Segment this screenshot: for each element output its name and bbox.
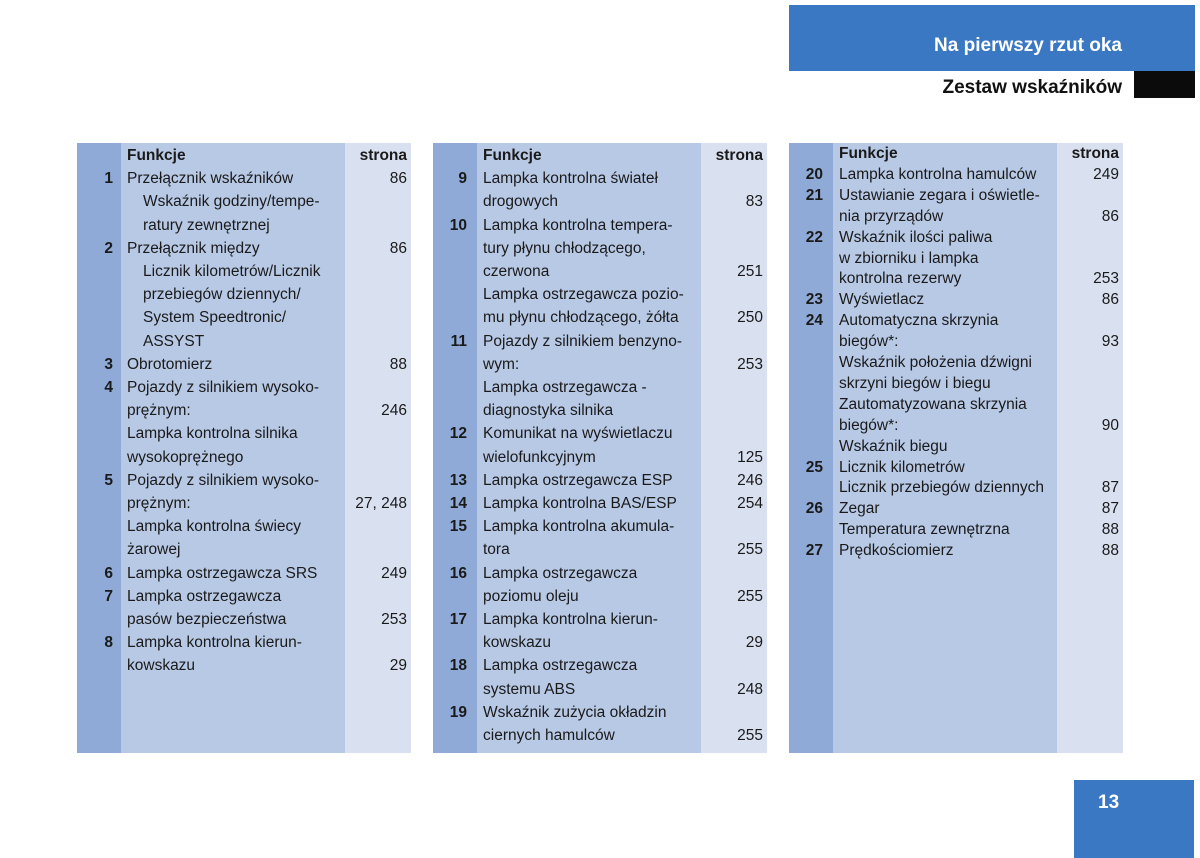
- item-description: Lampka kontrolna kierun-: [127, 634, 302, 652]
- rows-container: [433, 143, 767, 753]
- item-description: Wskaźnik ilości paliwa: [839, 228, 993, 246]
- table-row: [77, 492, 411, 515]
- item-number: 7: [104, 587, 113, 605]
- table-row: [789, 207, 1123, 228]
- table-row: [77, 538, 411, 561]
- item-description: Wskaźnik położenia dźwigni: [839, 354, 1032, 371]
- table-row: [433, 330, 767, 353]
- table-row: [789, 165, 1123, 186]
- table-row: [433, 654, 767, 677]
- item-description: Wyświetlacz: [839, 291, 925, 309]
- table-header-row: [789, 144, 1123, 165]
- table-row: [433, 399, 767, 422]
- table-row: [77, 167, 411, 190]
- item-description: wym:: [483, 355, 520, 373]
- item-description: Komunikat na wyświetlaczu: [483, 425, 673, 443]
- table-row: [433, 353, 767, 376]
- item-number: 8: [104, 634, 113, 652]
- table-row: [789, 374, 1123, 395]
- item-description: Lampka kontrolna kierun-: [483, 611, 658, 628]
- section-marker: [1134, 71, 1195, 98]
- table-row: [789, 269, 1123, 290]
- table-row: [789, 353, 1123, 374]
- item-description: mu płynu chłodzącego, żółta: [483, 309, 679, 327]
- item-description: Zegar: [839, 500, 880, 518]
- item-number: 23: [805, 291, 823, 309]
- table-row: [433, 492, 767, 515]
- item-page: 248: [737, 680, 763, 698]
- item-number: 2: [104, 239, 113, 257]
- table-row: [77, 306, 411, 329]
- item-description: Automatyczna skrzynia: [839, 312, 999, 330]
- table-row: [77, 330, 411, 353]
- table-row: [433, 190, 767, 213]
- item-description: Lampka ostrzegawcza -: [483, 379, 647, 396]
- item-description: Licznik kilometrów: [839, 458, 965, 476]
- item-page: 254: [737, 495, 763, 512]
- item-description: pasów bezpieczeństwa: [127, 611, 287, 628]
- table-header-row: [77, 144, 411, 167]
- item-description: kowskazu: [483, 634, 552, 652]
- item-page: 249: [1093, 165, 1119, 183]
- table-row: [789, 416, 1123, 437]
- table-row: [789, 186, 1123, 207]
- table-header-row: [433, 144, 767, 167]
- table-row: [433, 306, 767, 329]
- item-description: drogowych: [483, 193, 558, 211]
- item-page: 29: [389, 657, 407, 675]
- table-row: [77, 214, 411, 237]
- table-row: [789, 249, 1123, 270]
- table-row: [789, 437, 1123, 458]
- table-row: [789, 332, 1123, 353]
- table-row: [433, 376, 767, 399]
- table-row: [433, 585, 767, 608]
- table-row: [433, 515, 767, 538]
- table-row: [433, 538, 767, 561]
- item-description: prężnym:: [127, 495, 191, 512]
- item-page: 255: [737, 727, 763, 744]
- item-description: Lampka kontrolna tempera-: [483, 216, 673, 234]
- item-page: 88: [1101, 542, 1119, 560]
- page-number: 13: [1074, 780, 1194, 858]
- item-description: Lampka ostrzegawcza ESP: [483, 471, 673, 489]
- item-page: 83: [745, 193, 763, 211]
- item-number: 19: [449, 703, 467, 721]
- item-page: 29: [745, 634, 763, 652]
- item-page: 88: [1101, 521, 1119, 539]
- header-functions: Funkcje: [839, 145, 898, 162]
- item-page: 86: [1101, 291, 1119, 309]
- table-row: [433, 237, 767, 260]
- item-number: 14: [449, 495, 467, 512]
- item-description: Zautomatyzowana skrzynia: [839, 395, 1027, 413]
- item-description: Wskaźnik godziny/tempe-: [143, 193, 320, 211]
- item-description: Lampka ostrzegawcza: [483, 657, 638, 675]
- section-title: Zestaw wskaźników: [942, 77, 1122, 98]
- table-row: [433, 701, 767, 724]
- table-row: [433, 724, 767, 747]
- item-description: Pojazdy z silnikiem benzyno-: [483, 332, 683, 350]
- item-page: 125: [737, 448, 763, 466]
- item-number: 26: [805, 500, 823, 518]
- item-description: Przełącznik wskaźników: [127, 170, 294, 188]
- item-description: Lampka kontrolna silnika: [127, 425, 298, 443]
- table-row: [433, 283, 767, 306]
- item-description: Lampka ostrzegawcza pozio-: [483, 286, 684, 304]
- table-row: [77, 631, 411, 654]
- header-functions: Funkcje: [483, 147, 542, 164]
- table-row: [433, 562, 767, 585]
- chapter-title: Na pierwszy rzut oka: [934, 35, 1122, 56]
- item-page: 253: [737, 355, 763, 373]
- item-description: Pojazdy z silnikiem wysoko-: [127, 471, 320, 489]
- item-description: Lampka ostrzegawcza SRS: [127, 564, 318, 582]
- table-column-2: [433, 143, 767, 753]
- rows-container: [77, 143, 411, 753]
- item-number: 20: [805, 165, 823, 183]
- item-description: biegów*:: [839, 333, 899, 351]
- header-page: strona: [1071, 145, 1119, 162]
- item-description: Lampka kontrolna BAS/ESP: [483, 495, 677, 512]
- item-number: 9: [458, 170, 467, 188]
- table-row: [789, 541, 1123, 562]
- item-page: 249: [381, 564, 407, 582]
- table-row: [77, 237, 411, 260]
- item-page: 251: [737, 263, 763, 280]
- table-row: [77, 654, 411, 677]
- item-number: 25: [805, 458, 823, 476]
- table-row: [77, 399, 411, 422]
- table-row: [77, 190, 411, 213]
- table-row: [789, 520, 1123, 541]
- item-description: Lampka ostrzegawcza: [127, 587, 282, 605]
- table-row: [433, 214, 767, 237]
- table-row: [789, 499, 1123, 520]
- item-description: tora: [483, 541, 510, 559]
- item-description: poziomu oleju: [483, 587, 579, 605]
- table-row: [77, 353, 411, 376]
- item-description: tury płynu chłodzącego,: [483, 239, 646, 257]
- item-number: 1: [104, 170, 113, 188]
- table-row: [77, 608, 411, 631]
- item-description: Pojazdy z silnikiem wysoko-: [127, 379, 320, 396]
- item-description: przebiegów dziennych/: [143, 286, 301, 304]
- item-description: Lampka kontrolna hamulców: [839, 165, 1037, 183]
- table-row: [433, 678, 767, 701]
- item-page: 87: [1101, 479, 1119, 497]
- item-number: 27: [805, 542, 823, 560]
- item-description: ratury zewnętrznej: [143, 216, 270, 234]
- item-description: Lampka kontrolna świecy: [127, 518, 302, 536]
- item-number: 16: [449, 564, 467, 582]
- table-row: [433, 167, 767, 190]
- item-description: prężnym:: [127, 402, 191, 420]
- item-number: 10: [449, 216, 467, 234]
- item-description: wysokoprężnego: [127, 448, 244, 466]
- rows-container: [789, 143, 1123, 753]
- item-description: kowskazu: [127, 657, 196, 675]
- table-row: [77, 446, 411, 469]
- table-row: [789, 458, 1123, 479]
- item-page: 93: [1101, 333, 1119, 351]
- item-page: 253: [381, 611, 407, 628]
- table-column-1: [77, 143, 411, 753]
- item-number: 3: [104, 355, 113, 373]
- item-page: 253: [1093, 270, 1119, 288]
- chapter-header: [789, 5, 1195, 71]
- item-number: 15: [449, 518, 467, 536]
- item-description: Lampka kontrolna świateł: [483, 170, 658, 188]
- item-description: wielofunkcyjnym: [483, 448, 596, 466]
- item-page: 255: [737, 587, 763, 605]
- item-description: Wskaźnik zużycia okładzin: [483, 703, 667, 721]
- item-page: 246: [381, 402, 407, 420]
- item-description: Licznik kilometrów/Licznik: [143, 263, 321, 280]
- item-page: 86: [389, 239, 407, 257]
- table-row: [77, 422, 411, 445]
- table-row: [77, 376, 411, 399]
- item-description: Temperatura zewnętrzna: [839, 521, 1010, 539]
- table-column-3: [789, 143, 1123, 753]
- item-number: 4: [104, 379, 113, 396]
- item-page: 250: [737, 309, 763, 327]
- header-page: strona: [359, 147, 407, 164]
- item-page: 86: [389, 170, 407, 188]
- item-description: systemu ABS: [483, 680, 576, 698]
- item-description: skrzyni biegów i biegu: [839, 374, 991, 392]
- item-description: diagnostyka silnika: [483, 402, 614, 420]
- item-description: Lampka kontrolna akumula-: [483, 518, 675, 536]
- table-row: [433, 631, 767, 654]
- item-number: 12: [449, 425, 467, 443]
- item-description: Przełącznik między: [127, 239, 260, 257]
- table-row: [77, 469, 411, 492]
- table-row: [77, 283, 411, 306]
- item-number: 13: [449, 471, 467, 489]
- item-page: 90: [1101, 416, 1119, 434]
- item-description: ciernych hamulców: [483, 727, 615, 744]
- item-description: Wskaźnik biegu: [839, 437, 948, 455]
- item-description: Licznik przebiegów dziennych: [839, 479, 1045, 497]
- item-number: 17: [449, 611, 467, 628]
- item-page: 246: [737, 471, 763, 489]
- header-functions: Funkcje: [127, 147, 186, 164]
- table-row: [789, 228, 1123, 249]
- table-row: [433, 446, 767, 469]
- table-row: [77, 260, 411, 283]
- item-number: 11: [450, 332, 467, 350]
- item-number: 18: [449, 657, 467, 675]
- table-row: [789, 290, 1123, 311]
- table-row: [433, 469, 767, 492]
- table-row: [77, 562, 411, 585]
- item-number: 22: [805, 228, 823, 246]
- item-description: System Speedtronic/: [143, 309, 287, 327]
- item-description: Lampka ostrzegawcza: [483, 564, 638, 582]
- table-row: [433, 260, 767, 283]
- table-row: [77, 515, 411, 538]
- item-description: Obrotomierz: [127, 355, 213, 373]
- item-page: 86: [1101, 207, 1119, 225]
- item-description: nia przyrządów: [839, 207, 944, 225]
- item-page: 87: [1101, 500, 1119, 518]
- item-description: Ustawianie zegara i oświetle-: [839, 186, 1040, 204]
- table-row: [789, 395, 1123, 416]
- item-description: Prędkościomierz: [839, 542, 954, 560]
- item-page: 88: [389, 355, 407, 373]
- item-description: biegów*:: [839, 416, 899, 434]
- item-description: czerwona: [483, 263, 550, 280]
- table-row: [77, 585, 411, 608]
- item-number: 6: [104, 564, 113, 582]
- header-page: strona: [715, 147, 763, 164]
- item-number: 24: [805, 312, 823, 330]
- item-page: 27, 248: [355, 495, 407, 512]
- item-description: kontrolna rezerwy: [839, 270, 962, 288]
- item-number: 5: [104, 471, 113, 489]
- item-description: żarowej: [127, 541, 181, 559]
- table-row: [433, 608, 767, 631]
- item-description: w zbiorniku i lampka: [839, 249, 979, 267]
- item-number: 21: [805, 186, 823, 204]
- table-row: [433, 422, 767, 445]
- table-row: [789, 311, 1123, 332]
- table-row: [789, 478, 1123, 499]
- item-description: ASSYST: [143, 332, 205, 350]
- item-page: 255: [737, 541, 763, 559]
